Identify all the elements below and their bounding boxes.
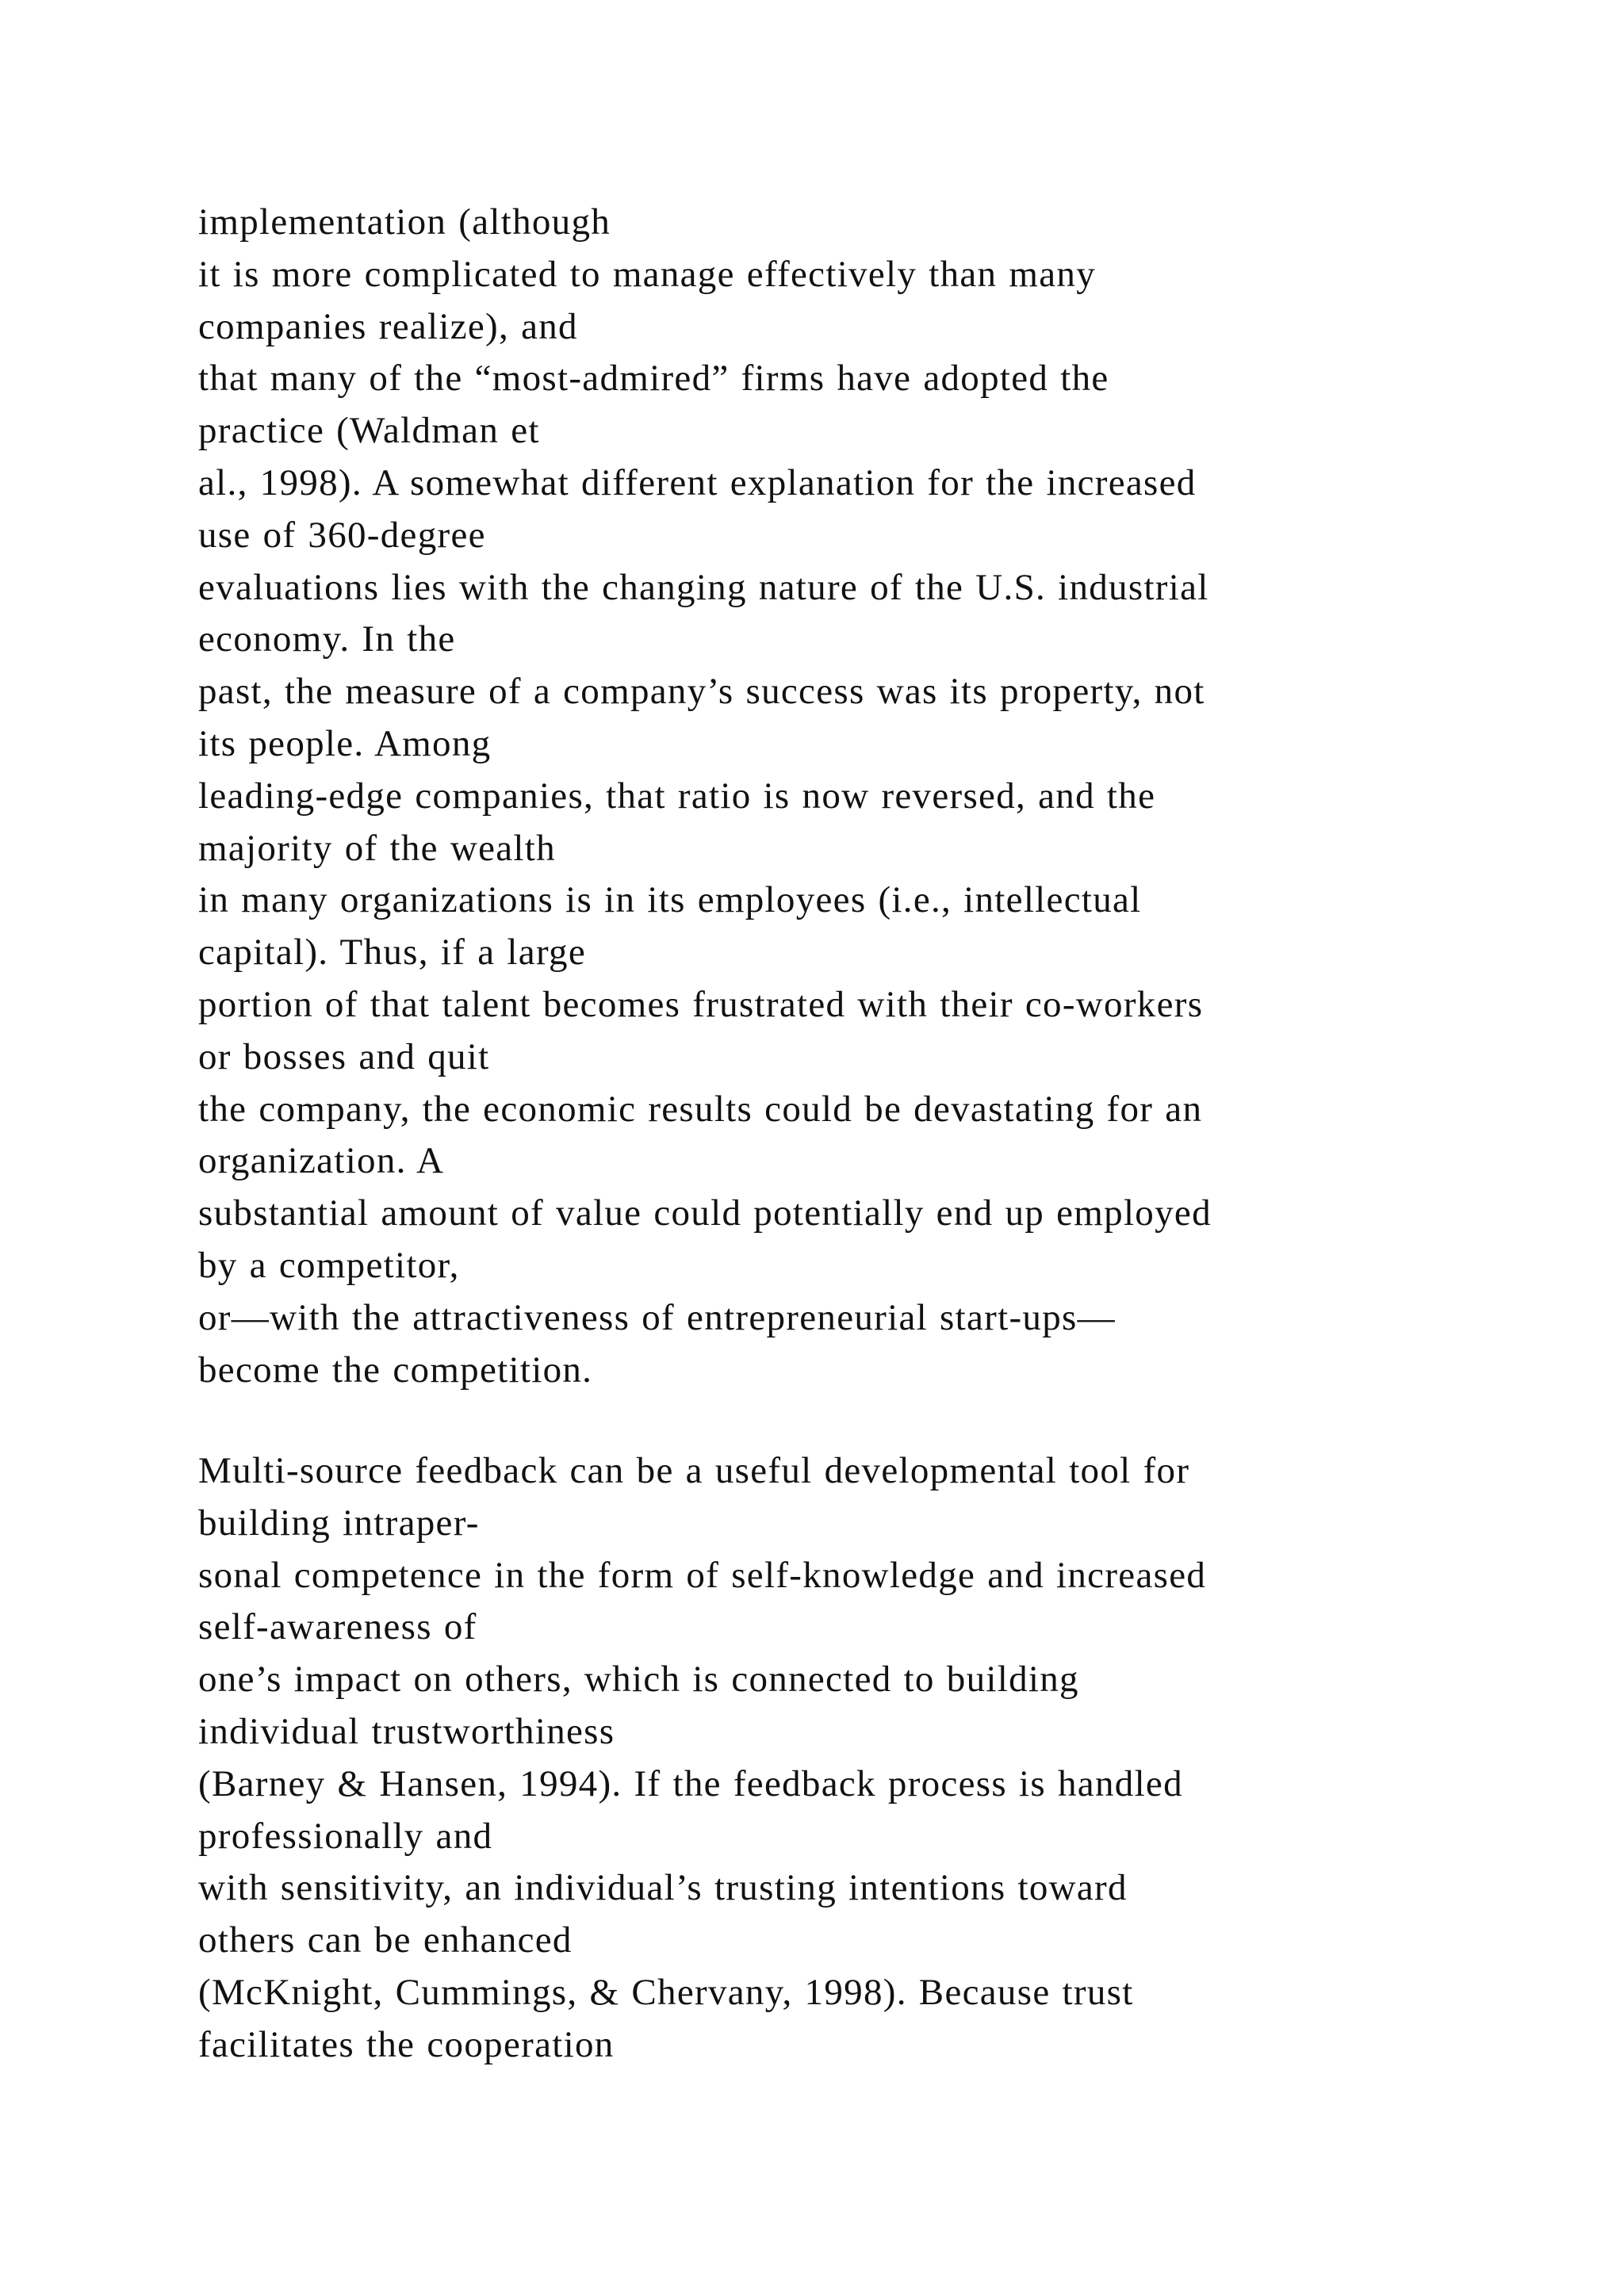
text-line: by a competitor, [198,1244,460,1286]
text-line: with sensitivity, an individual’s trusting intentions toward [198,1867,1128,1909]
text-line: others can be enhanced [198,1919,573,1961]
text-line: use of 360-degree [198,514,486,556]
text-line: sonal competence in the form of self-knowledge and increased [198,1554,1207,1596]
text-line: become the competition. [198,1349,593,1391]
text-line: individual trustworthiness [198,1710,615,1752]
text-line: practice (Waldman et [198,410,540,452]
text-line: facilitates the cooperation [198,2023,615,2065]
text-line: (McKnight, Cummings, & Chervany, 1998). Because trust [198,1971,1134,2013]
paragraph-1 [198,197,1546,1396]
text-line: one’s impact on others, which is connected to building [198,1659,1079,1701]
text-line: leading-edge companies, that ratio is now reversed, and the [198,775,1156,817]
text-line: self-awareness of [198,1606,477,1648]
text-line: economy. In the [198,618,456,660]
text-line: or—with the attractiveness of entrepreneurial start-ups— [198,1296,1116,1338]
text-line: or bosses and quit [198,1035,490,1077]
text-line: substantial amount of value could potentially end up employed [198,1192,1212,1234]
text-line: professionally and [198,1815,493,1857]
text-line: Multi-source feedback can be a useful developmental tool for [198,1450,1190,1491]
text-line: in many organizations is in its employees (i.e., intellectual [198,879,1142,921]
text-line: building intraper- [198,1502,480,1544]
text-line: companies realize), and [198,305,578,347]
text-line: (Barney & Hansen, 1994). If the feedback process is handled [198,1762,1183,1804]
text-line: past, the measure of a company’s success was its property, not [198,671,1205,713]
text-line: the company, the economic results could be devastating for an [198,1088,1203,1130]
text-line: organization. A [198,1140,445,1182]
text-line: majority of the wealth [198,827,556,869]
paragraph-2 [198,1445,1546,2072]
text-line: capital). Thus, if a large [198,932,587,974]
text-line: it is more complicated to manage effectively than many [198,253,1097,295]
text-line: implementation (although [198,201,611,243]
text-line: evaluations lies with the changing nature of the U.S. industrial [198,566,1209,608]
text-line: that many of the “most-admired” firms have adopted the [198,358,1109,400]
text-line: its people. Among [198,722,492,764]
text-line: al., 1998). A somewhat different explanation for the increased [198,461,1197,503]
text-line: portion of that talent becomes frustrated with their co-workers [198,983,1204,1025]
